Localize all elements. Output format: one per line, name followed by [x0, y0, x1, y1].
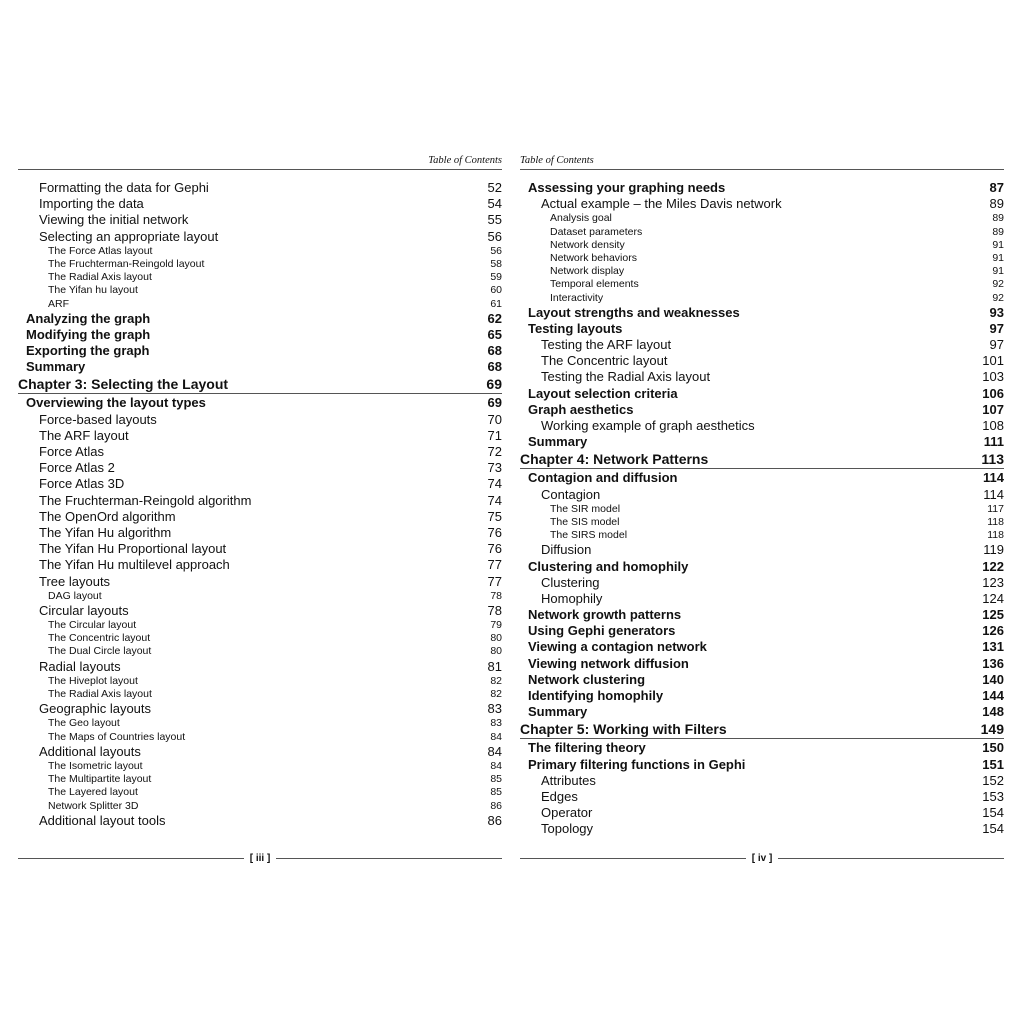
toc-entry	[520, 805, 1004, 821]
toc-entry-title: Contagion and diffusion	[528, 470, 678, 486]
toc-entry	[18, 731, 502, 744]
toc-entry	[18, 760, 502, 773]
toc-entry-title: Actual example – the Miles Davis network	[541, 196, 782, 212]
toc-entry-page: 74	[487, 492, 502, 508]
toc-entry-page: 150	[982, 740, 1004, 756]
toc-entry-title: The Dual Circle layout	[48, 645, 152, 658]
toc-entry-title: The SIS model	[550, 515, 620, 528]
toc-entry-page: 78	[487, 602, 502, 618]
toc-entry-page: 123	[982, 574, 1004, 590]
toc-entry-page: 87	[989, 180, 1004, 195]
toc-entry-page: 149	[980, 721, 1004, 738]
toc-entry	[18, 675, 502, 688]
toc-entry	[520, 252, 1004, 265]
toc-entry-page: 154	[982, 821, 1004, 837]
toc-entry-page: 77	[487, 557, 502, 573]
toc-entry-title: Network growth patterns	[528, 607, 682, 623]
toc-entry	[520, 516, 1004, 529]
toc-entry-title: Layout strengths and weaknesses	[528, 304, 740, 320]
toc-entry	[520, 434, 1004, 450]
toc-entry	[18, 460, 502, 476]
toc-entry	[18, 773, 502, 786]
toc-entry-page: 151	[982, 756, 1004, 772]
toc-entry-title: The Concentric layout	[541, 353, 668, 369]
toc-entry	[520, 278, 1004, 291]
toc-entry-page: 84	[487, 743, 502, 759]
toc-entry-title: Summary	[528, 704, 588, 720]
toc-entry-title: Testing layouts	[528, 320, 623, 336]
toc-entry	[520, 353, 1004, 369]
toc-entry-page: 152	[982, 772, 1004, 788]
toc-entry	[18, 659, 502, 675]
toc-entry-page: 124	[982, 590, 1004, 606]
toc-entry	[18, 444, 502, 460]
footer-rule	[18, 858, 244, 859]
toc-entry	[18, 525, 502, 541]
toc-entry	[18, 180, 502, 196]
toc-entry-page: 83	[487, 701, 502, 717]
toc-entry-title: Force-based layouts	[39, 411, 157, 427]
toc-entry-title: Assessing your graphing needs	[528, 180, 726, 195]
toc-entry-title: Radial layouts	[39, 658, 121, 674]
toc-entry-title: Operator	[541, 805, 593, 821]
toc-entry	[18, 557, 502, 573]
toc-entry-page: 82	[490, 688, 502, 700]
toc-entry-title: Topology	[541, 821, 594, 837]
toc-entry-page: 69	[486, 376, 502, 393]
toc-entry-page: 65	[487, 326, 502, 342]
toc-entry-title: Using Gephi generators	[528, 623, 676, 639]
toc-entry	[18, 493, 502, 509]
toc-entry-page: 86	[490, 799, 502, 812]
toc-entry-title: Circular layouts	[39, 602, 129, 618]
toc-entry-title: Network behaviors	[550, 251, 637, 264]
toc-entry-title: Chapter 3: Selecting the Layout	[18, 376, 229, 393]
toc-entry-page: 111	[983, 434, 1004, 450]
toc-entry	[18, 688, 502, 701]
toc-entry-page: 85	[490, 786, 502, 799]
toc-entry-page: 84	[490, 759, 502, 772]
toc-entry	[18, 813, 502, 829]
toc-entry-page: 118	[987, 529, 1004, 542]
toc-entry-page: 106	[982, 385, 1004, 401]
toc-entry-title: The Yifan Hu multilevel approach	[39, 557, 230, 573]
toc-entry-page: 97	[989, 337, 1004, 353]
toc-entry	[18, 359, 502, 375]
toc-entry-title: The Yifan Hu algorithm	[39, 524, 172, 540]
toc-entry-page: 85	[490, 773, 502, 786]
toc-entry	[18, 701, 502, 717]
toc-entry-title: Primary filtering functions in Gephi	[528, 756, 746, 772]
toc-entry	[18, 245, 502, 258]
toc-entry	[520, 688, 1004, 704]
toc-entry	[18, 298, 502, 311]
toc-entry-page: 82	[490, 674, 502, 687]
toc-entry	[520, 196, 1004, 212]
toc-entry-title: Identifying homophily	[528, 688, 664, 703]
toc-entry	[520, 402, 1004, 418]
toc-entry-title: Edges	[541, 788, 578, 804]
toc-list	[18, 180, 502, 829]
toc-entry-title: Summary	[528, 434, 588, 450]
toc-entry-title: Viewing the initial network	[39, 212, 189, 228]
toc-entry-title: Network Splitter 3D	[48, 799, 139, 812]
toc-entry-page: 69	[487, 395, 502, 411]
toc-entry-title: The Layered layout	[48, 786, 138, 799]
toc-entry-title: The Radial Axis layout	[48, 271, 152, 284]
toc-entry-page: 68	[487, 359, 502, 375]
toc-entry-page: 91	[992, 265, 1004, 278]
toc-entry	[520, 821, 1004, 837]
toc-entry-page: 74	[487, 476, 502, 492]
toc-entry-page: 78	[490, 589, 502, 602]
toc-entry-page: 117	[987, 502, 1004, 515]
toc-entry	[18, 632, 502, 645]
toc-entry-title: Summary	[26, 359, 86, 375]
toc-entry-title: Chapter 4: Network Patterns	[520, 451, 709, 468]
toc-entry-page: 144	[982, 688, 1004, 703]
toc-entry-title: The Circular layout	[48, 619, 137, 632]
toc-chapter-heading	[18, 375, 502, 394]
toc-entry-title: Modifying the graph	[26, 326, 151, 342]
toc-entry	[520, 575, 1004, 591]
toc-list	[520, 180, 1004, 838]
toc-entry-title: Attributes	[541, 772, 596, 788]
toc-entry	[520, 212, 1004, 225]
toc-entry-title: The Yifan hu layout	[48, 284, 138, 297]
toc-entry-page: 101	[982, 353, 1004, 369]
toc-entry-title: Viewing a contagion network	[528, 639, 707, 655]
toc-entry	[520, 639, 1004, 655]
toc-entry	[520, 321, 1004, 337]
toc-entry-title: Graph aesthetics	[528, 401, 634, 417]
toc-entry-page: 60	[490, 284, 502, 297]
toc-entry	[520, 740, 1004, 756]
toc-entry-page: 68	[487, 343, 502, 359]
toc-entry-title: Interactivity	[550, 291, 604, 304]
toc-entry-page: 59	[490, 271, 502, 284]
footer-rule	[520, 858, 746, 859]
left-page	[18, 154, 502, 829]
toc-entry	[18, 327, 502, 343]
toc-entry-title: Homophily	[541, 590, 603, 606]
toc-entry-page: 77	[487, 573, 502, 589]
toc-entry	[18, 258, 502, 271]
toc-entry	[18, 412, 502, 428]
page-footer	[18, 853, 502, 864]
toc-entry-title: The Geo layout	[48, 717, 120, 730]
toc-entry	[18, 428, 502, 444]
toc-entry	[520, 239, 1004, 252]
toc-entry-page: 113	[981, 451, 1004, 468]
toc-entry-page: 62	[487, 310, 502, 326]
toc-entry-page: 114	[983, 470, 1004, 486]
toc-entry	[520, 623, 1004, 639]
running-head: Table of Contents	[18, 154, 502, 170]
toc-entry-page: 81	[487, 658, 502, 674]
toc-entry-page: 89	[989, 196, 1004, 212]
toc-entry-page: 56	[487, 228, 502, 244]
toc-entry-title: The OpenOrd algorithm	[39, 508, 176, 524]
toc-entry	[520, 386, 1004, 402]
toc-entry	[520, 470, 1004, 486]
toc-entry	[520, 265, 1004, 278]
toc-entry-page: 75	[487, 508, 502, 524]
toc-entry	[520, 542, 1004, 558]
toc-entry-title: Network density	[550, 238, 625, 251]
toc-entry	[18, 800, 502, 813]
toc-entry-page: 52	[487, 180, 502, 195]
toc-entry-title: ARF	[48, 297, 69, 310]
toc-entry	[18, 343, 502, 359]
toc-entry-title: The Multipartite layout	[48, 773, 152, 786]
toc-entry	[18, 744, 502, 760]
toc-entry	[18, 476, 502, 492]
toc-entry-page: 103	[982, 369, 1004, 385]
toc-entry-page: 148	[982, 704, 1004, 720]
toc-entry	[520, 607, 1004, 623]
toc-entry-title: Analysis goal	[550, 212, 612, 225]
toc-entry	[18, 786, 502, 799]
toc-entry	[520, 418, 1004, 434]
toc-entry-title: Importing the data	[39, 196, 144, 212]
toc-entry-title: Dataset parameters	[550, 225, 643, 238]
toc-entry	[520, 773, 1004, 789]
toc-entry	[520, 503, 1004, 516]
toc-entry-page: 54	[487, 196, 502, 212]
toc-entry-title: The Concentric layout	[48, 632, 151, 645]
toc-entry	[520, 369, 1004, 385]
toc-entry-title: Exporting the graph	[26, 343, 150, 359]
toc-entry-title: Force Atlas 2	[39, 460, 115, 476]
toc-entry-page: 61	[490, 297, 502, 310]
toc-entry-page: 114	[983, 486, 1004, 502]
toc-entry-title: Temporal elements	[550, 278, 639, 291]
footer-rule	[778, 858, 1004, 859]
toc-entry-page: 107	[982, 401, 1004, 417]
toc-entry-page: 73	[487, 460, 502, 476]
page-footer	[520, 853, 1004, 864]
toc-entry-title: Additional layouts	[39, 743, 141, 759]
toc-entry	[18, 311, 502, 327]
toc-entry-page: 80	[490, 645, 502, 658]
toc-entry	[520, 337, 1004, 353]
toc-entry	[18, 645, 502, 658]
toc-entry-title: Testing the ARF layout	[541, 337, 672, 353]
toc-entry	[520, 305, 1004, 321]
toc-entry-title: Chapter 5: Working with Filters	[520, 721, 727, 738]
toc-entry	[18, 717, 502, 730]
toc-entry-title: Selecting an appropriate layout	[39, 228, 219, 244]
toc-entry-title: DAG layout	[48, 589, 102, 602]
toc-entry-page: 89	[992, 212, 1004, 225]
toc-entry-title: The Fruchterman-Reingold layout	[48, 257, 205, 270]
toc-entry	[18, 590, 502, 603]
toc-entry-page: 72	[487, 444, 502, 459]
toc-entry-title: The ARF layout	[39, 427, 129, 443]
toc-entry-page: 80	[490, 632, 502, 645]
toc-entry-title: The Hiveplot layout	[48, 674, 138, 687]
toc-entry-title: The filtering theory	[528, 740, 646, 756]
toc-entry	[18, 284, 502, 297]
toc-entry-title: Additional layout tools	[39, 812, 166, 828]
toc-entry-title: The SIRS model	[550, 529, 628, 542]
toc-entry-page: 56	[490, 244, 502, 257]
toc-entry-page: 125	[982, 607, 1004, 623]
toc-entry	[18, 603, 502, 619]
toc-entry-page: 91	[992, 251, 1004, 264]
toc-entry	[520, 789, 1004, 805]
toc-entry-title: Tree layouts	[39, 573, 111, 589]
toc-entry-page: 70	[487, 411, 502, 427]
toc-entry-title: Overviewing the layout types	[26, 395, 206, 411]
toc-entry	[520, 487, 1004, 503]
toc-entry-title: Clustering and homophily	[528, 558, 689, 574]
toc-entry-page: 76	[487, 524, 502, 540]
toc-entry	[520, 559, 1004, 575]
toc-entry-title: The SIR model	[550, 502, 621, 515]
toc-chapter-heading	[520, 450, 1004, 469]
toc-entry	[520, 757, 1004, 773]
toc-entry-title: Layout selection criteria	[528, 385, 678, 401]
toc-entry-page: 140	[982, 671, 1004, 687]
toc-entry	[520, 672, 1004, 688]
toc-entry-title: Contagion	[541, 486, 601, 502]
running-head: Table of Contents	[520, 154, 1004, 170]
footer-rule	[276, 858, 502, 859]
toc-entry	[18, 196, 502, 212]
toc-entry	[520, 180, 1004, 196]
toc-entry-title: The Isometric layout	[48, 759, 143, 772]
toc-entry-page: 92	[992, 291, 1004, 304]
toc-entry-page: 122	[982, 558, 1004, 574]
toc-entry-title: Diffusion	[541, 542, 592, 558]
toc-entry	[18, 574, 502, 590]
toc-entry	[18, 619, 502, 632]
toc-entry-page: 58	[490, 257, 502, 270]
toc-entry-title: Formatting the data for Gephi	[39, 180, 209, 195]
toc-entry-page: 119	[983, 542, 1004, 558]
toc-entry	[520, 226, 1004, 239]
toc-entry-page: 86	[487, 812, 502, 828]
toc-entry-page: 131	[982, 639, 1004, 655]
toc-entry-title: The Radial Axis layout	[48, 688, 152, 700]
toc-entry-page: 91	[992, 238, 1004, 251]
toc-entry	[520, 591, 1004, 607]
toc-entry-page: 84	[490, 730, 502, 743]
toc-entry-page: 97	[989, 320, 1004, 336]
page-number: [ iii ]	[249, 853, 271, 864]
toc-entry-title: The Yifan Hu Proportional layout	[39, 541, 227, 557]
toc-entry-title: Testing the Radial Axis layout	[541, 369, 711, 385]
toc-entry-title: Network display	[550, 265, 625, 278]
toc-entry-title: Geographic layouts	[39, 701, 152, 717]
toc-entry-page: 55	[487, 212, 502, 228]
toc-entry	[18, 541, 502, 557]
toc-entry-page: 108	[982, 418, 1004, 433]
toc-entry-page: 76	[487, 541, 502, 557]
toc-entry-page: 89	[992, 225, 1004, 238]
toc-entry-page: 118	[987, 515, 1004, 528]
toc-chapter-heading	[520, 720, 1004, 739]
toc-entry-title: The Force Atlas layout	[48, 244, 153, 257]
toc-entry	[18, 509, 502, 525]
toc-entry	[520, 292, 1004, 305]
toc-entry-page: 126	[982, 623, 1004, 639]
toc-entry-title: Viewing network diffusion	[528, 655, 689, 671]
toc-entry-page: 154	[982, 805, 1004, 821]
toc-entry-page: 153	[982, 788, 1004, 804]
toc-entry	[18, 271, 502, 284]
toc-entry	[520, 656, 1004, 672]
page-number: [ iv ]	[751, 853, 773, 864]
toc-entry-title: The Fruchterman-Reingold algorithm	[39, 492, 252, 508]
toc-entry	[18, 229, 502, 245]
toc-entry-title: Force Atlas 3D	[39, 476, 125, 492]
toc-entry-title: Analyzing the graph	[26, 310, 151, 326]
toc-entry	[18, 212, 502, 228]
toc-entry-title: The Maps of Countries layout	[48, 730, 186, 743]
toc-entry-page: 79	[490, 619, 502, 632]
toc-entry-title: Working example of graph aesthetics	[541, 418, 755, 433]
toc-entry-page: 83	[490, 717, 502, 730]
toc-entry-title: Network clustering	[528, 671, 646, 687]
toc-entry-page: 92	[992, 278, 1004, 291]
toc-entry-title: Clustering	[541, 574, 600, 590]
toc-entry	[18, 395, 502, 411]
toc-entry-page: 71	[487, 427, 502, 443]
toc-entry-title: Force Atlas	[39, 444, 105, 459]
toc-entry	[520, 704, 1004, 720]
toc-entry-page: 93	[989, 304, 1004, 320]
toc-entry-page: 136	[982, 655, 1004, 671]
toc-entry	[520, 529, 1004, 542]
right-page	[520, 154, 1004, 838]
